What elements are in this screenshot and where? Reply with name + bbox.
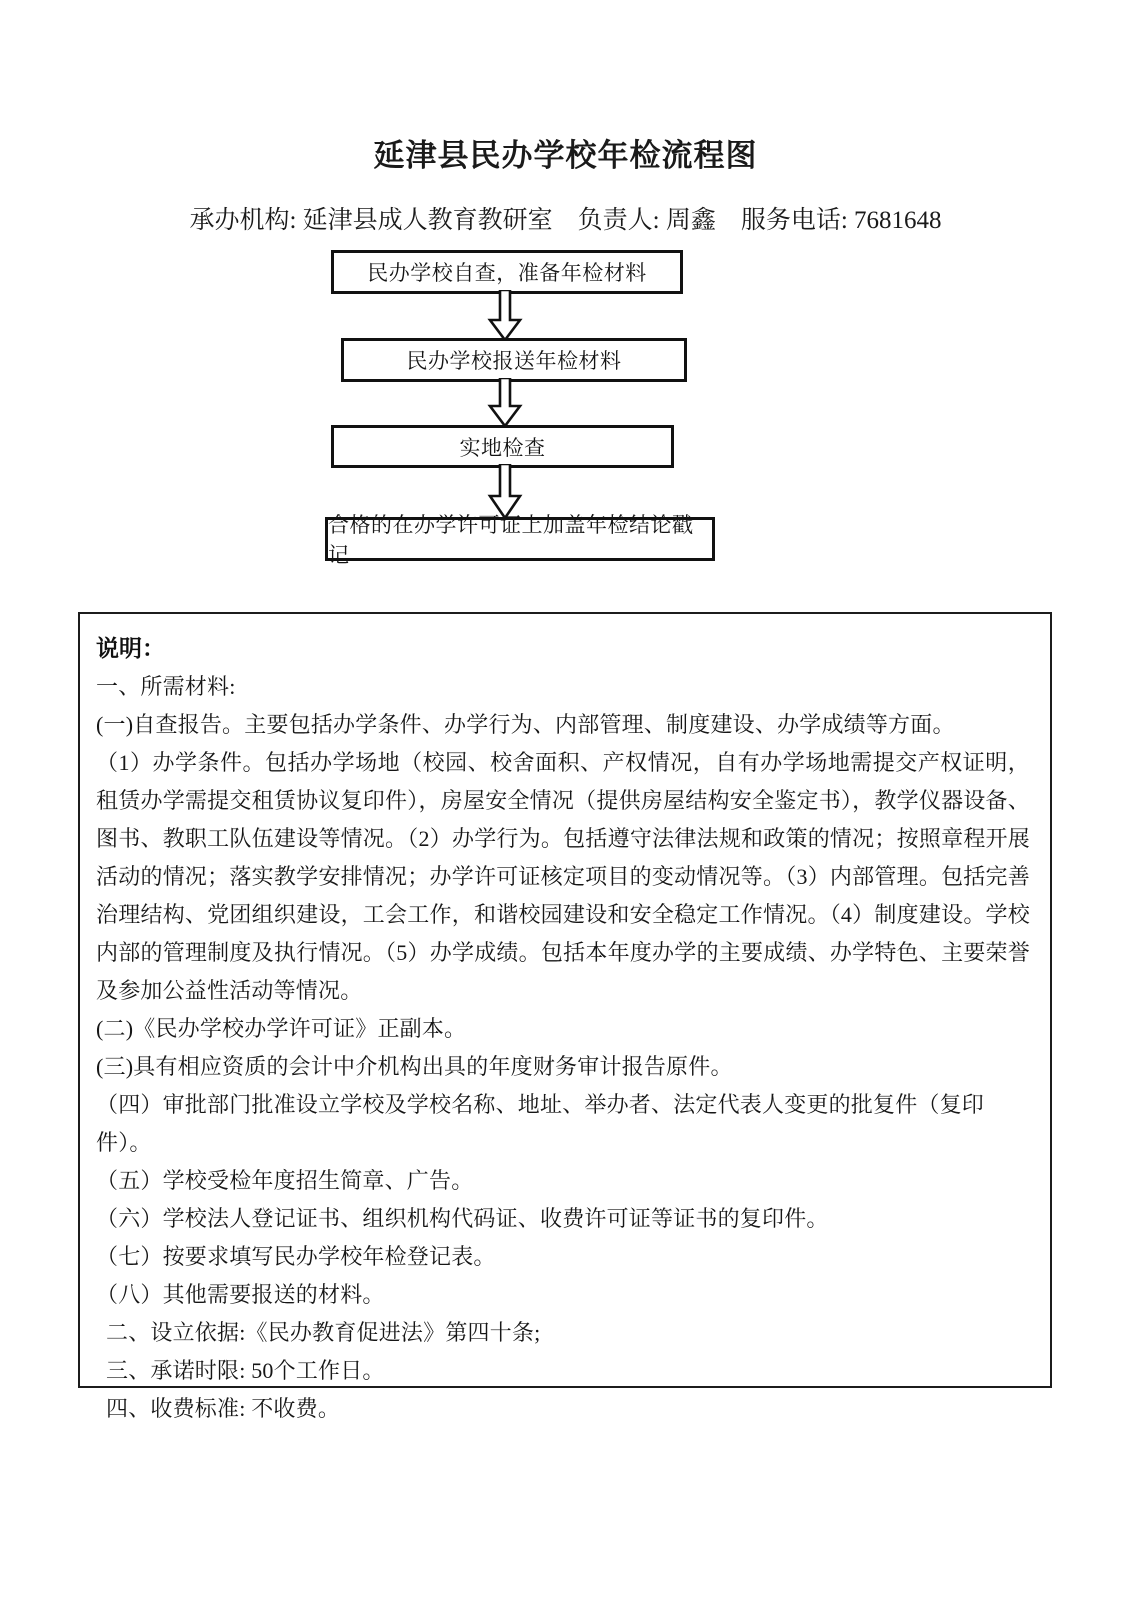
notes-item-1: (一)自查报告。主要包括办学条件、办学行为、内部管理、制度建设、办学成绩等方面。 bbox=[96, 712, 955, 737]
notes-item-7: （七）按要求填写民办学校年检登记表。 bbox=[96, 1244, 496, 1269]
page-title: 延津县民办学校年检流程图 bbox=[373, 138, 758, 173]
notes-panel bbox=[78, 612, 1052, 1421]
flow-step-3-label: 实地检查 bbox=[459, 435, 546, 460]
notes-item-8: （八）其他需要报送的材料。 bbox=[96, 1282, 385, 1307]
notes-item-2: (二)《民办学校办学许可证》正副本。 bbox=[96, 1016, 467, 1041]
notes-item-6: （六）学校法人登记证书、组织机构代码证、收费许可证等证书的复印件。 bbox=[96, 1206, 829, 1231]
flow-step-1 bbox=[331, 250, 683, 294]
flow-step-1-label: 民办学校自查，准备年检材料 bbox=[367, 261, 647, 285]
flow-step-3 bbox=[331, 425, 674, 468]
notes-section-basis: 二、设立依据:《民办教育促进法》第四十条; bbox=[106, 1320, 541, 1345]
flow-step-2 bbox=[341, 338, 687, 382]
document-meta-line: 承办机构: 延津县成人教育教研室 负责人: 周鑫 服务电话: 7681648 bbox=[189, 207, 942, 234]
notes-item-4: （四）审批部门批准设立学校及学校名称、地址、举办者、法定代表人变更的批复件（复印件）。 bbox=[96, 1092, 985, 1155]
notes-item-3: (三)具有相应资质的会计中介机构出具的年度财务审计报告原件。 bbox=[96, 1054, 733, 1079]
notes-section-timeline: 三、承诺时限: 50个工作日。 bbox=[106, 1358, 385, 1383]
notes-section-fee: 四、收费标准: 不收费。 bbox=[106, 1396, 341, 1421]
notes-item-1-detail: （1）办学条件。包括办学场地（校园、校舍面积、产权情况，自有办学场地需提交产权证明，租赁办学需提交租赁协议复印件），房屋安全情况（提供房屋结构安全鉴定书），教学仪器设备、图书、教职工队伍建设等情况。（2）办学行为。包括遵守法律法规和政策的情况；按照章程开展活动的情况；落实教学安排情况；办学许可证核定项目的变动情况等。（3）内部管理。包括完善治理结构、党团组织建设，工会工作，和谐校园建设和安全稳定工作情况。（4）制度建设。学校内部的管理制度及执行情况。（5）办学成绩。包括本年度办学的主要成绩、办学特色、主要荣誉及参加公益性活动等情况。 bbox=[96, 750, 1030, 1003]
notes-section-materials: 一、所需材料: bbox=[96, 674, 236, 699]
flow-step-4-label: 合格的在办学许可证上加盖年检结论戳记 bbox=[328, 513, 694, 567]
down-arrow-icon-2 bbox=[487, 378, 523, 428]
notes-heading: 说明： bbox=[96, 636, 165, 661]
flow-step-2-label: 民办学校报送年检材料 bbox=[406, 349, 622, 373]
flow-step-4 bbox=[325, 513, 715, 567]
down-arrow-icon-1 bbox=[487, 290, 523, 342]
notes-item-5: （五）学校受检年度招生简章、广告。 bbox=[96, 1168, 474, 1193]
